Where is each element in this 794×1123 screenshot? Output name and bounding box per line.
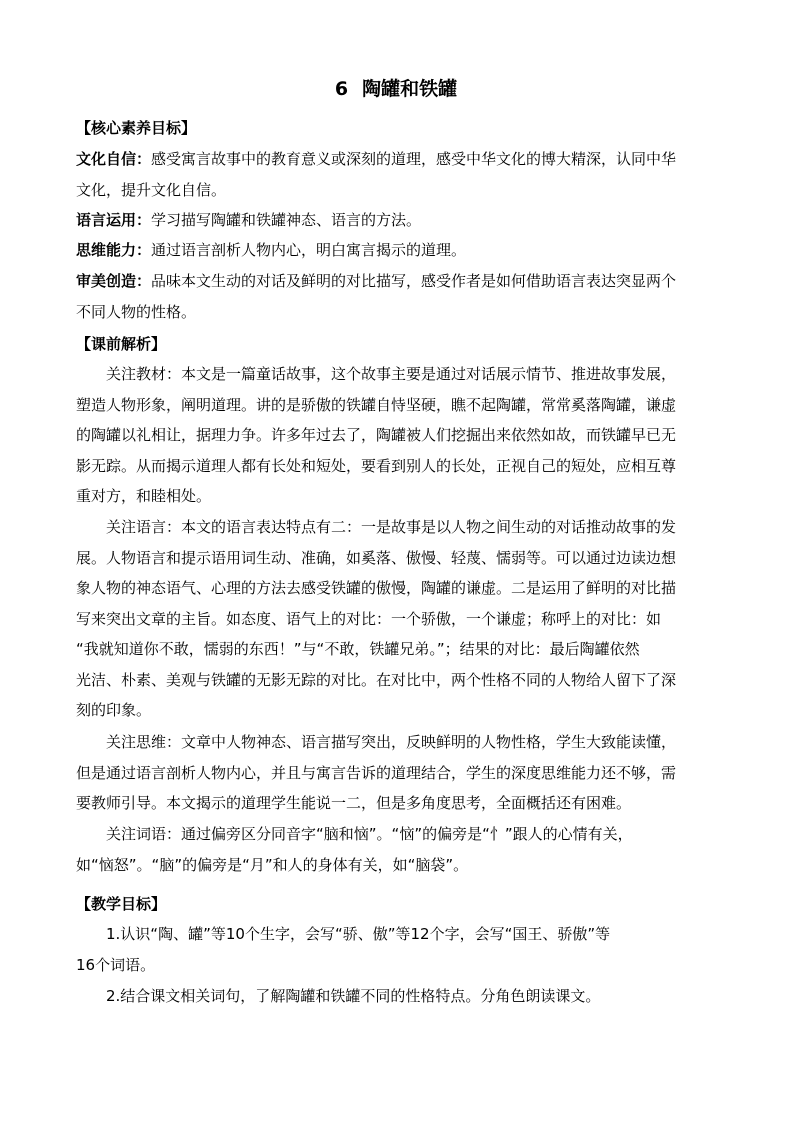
core-goal-thinking bbox=[76, 235, 716, 266]
pre-analysis-paragraph-words bbox=[76, 819, 716, 880]
core-goal-language-line-1: 语言运用：学习描写陶罐和铁罐神态、语言的方法。 bbox=[76, 211, 422, 229]
pre-analysis-paragraph-language bbox=[76, 512, 716, 726]
paragraph-line: 1.认识“陶、罐”等10个生字，会写“骄、傲”等12个字，会写“国王、骄傲”等 bbox=[106, 925, 611, 943]
section-heading-core-goals: 【核心素养目标】 bbox=[76, 119, 197, 137]
core-goal-aesthetic-line-2: 不同人物的性格。 bbox=[76, 302, 197, 321]
paragraph-line: 关注思维：文章中人物神态、语言描写突出，反映鲜明的人物性格，学生大致能读懂， bbox=[106, 733, 677, 751]
core-goal-aesthetic bbox=[76, 266, 716, 327]
pre-analysis-paragraph-thinking bbox=[76, 727, 716, 819]
core-goal-thinking-line-1: 思维能力：通过语言剖析人物内心，明白寓言揭示的道理。 bbox=[76, 241, 467, 259]
paragraph-line: 要教师引导。本文揭示的道理学生能说一二，但是多角度思考，全面概括还有困难。 bbox=[76, 794, 632, 812]
paragraph-line: 关注词语：通过偏旁区分同音字“脑和恼”。“恼”的偏旁是“忄”跟人的心情有关， bbox=[106, 825, 633, 843]
teaching-goal-1 bbox=[76, 919, 716, 980]
paragraph-line: 如“恼怒”。“脑”的偏旁是“月”和人的身体有关，如“脑袋”。 bbox=[76, 855, 469, 874]
section-heading-teaching-goals: 【教学目标】 bbox=[76, 895, 167, 913]
core-goal-label: 语言运用： bbox=[76, 211, 152, 229]
paragraph-line: 的陶罐以礼相让，据理力争。许多年过去了，陶罐被人们挖掘出来依然如故，而铁罐早已无 bbox=[76, 426, 677, 444]
teaching-goal-2 bbox=[76, 981, 716, 1012]
core-goal-aesthetic-line-1: 审美创造：品味本文生动的对话及鲜明的对比描写，感受作者是如何借助语言表达突显两个 bbox=[76, 272, 677, 290]
pre-analysis-paragraph-textbook bbox=[76, 359, 716, 512]
paragraph-line: 关注教材：本文是一篇童话故事，这个故事主要是通过对话展示情节、推进故事发展， bbox=[106, 365, 677, 383]
core-goal-label: 文化自信： bbox=[76, 150, 152, 168]
paragraph-line: “我就知道你不敢，懦弱的东西！”与“不敢，铁罐兄弟。”；结果的对比：最后陶罐依然 bbox=[76, 640, 640, 658]
paragraph-line: 展。人物语言和提示语用词生动、准确，如奚落、傲慢、轻蔑、懦弱等。可以通过边读边想 bbox=[76, 548, 677, 567]
paragraph-line: 重对方，和睦相处。 bbox=[76, 487, 212, 505]
core-goal-culture-line-2: 文化，提升文化自信。 bbox=[76, 180, 227, 199]
document-page bbox=[76, 0, 716, 1123]
lesson-title-text: 陶罐和铁罐 bbox=[362, 78, 458, 100]
paragraph-line: 光洁、朴素、美观与铁罐的无影无踪的对比。在对比中，两个性格不同的人物给人留下了深 bbox=[76, 670, 677, 689]
core-goal-culture-line-1: 文化自信：感受寓言故事中的教育意义或深刻的道理，感受中华文化的博大精深，认同中华 bbox=[76, 150, 677, 168]
paragraph-line: 关注语言：本文的语言表达特点有二：一是故事是以人物之间生动的对话推动故事的发 bbox=[106, 518, 677, 536]
paragraph-line: 写来突出文章的主旨。如态度、语气上的对比：一个骄傲，一个谦虚；称呼上的对比：如 bbox=[76, 609, 662, 628]
paragraph-line: 影无踪。从而揭示道理人都有长处和短处，要看到别人的长处，正视自己的短处，应相互尊 bbox=[76, 456, 677, 475]
core-goal-culture bbox=[76, 144, 716, 205]
paragraph-line: 2.结合课文相关词句，了解陶罐和铁罐不同的性格特点。分角色朗读课文。 bbox=[106, 987, 601, 1005]
paragraph-line: 16个词语。 bbox=[76, 955, 156, 974]
core-goal-language bbox=[76, 205, 716, 236]
paragraph-line: 象人物的神态语气、心理的方法去感受铁罐的傲慢，陶罐的谦虚。二是运用了鲜明的对比描 bbox=[76, 579, 677, 597]
paragraph-line: 塑造人物形象，阐明道理。讲的是骄傲的铁罐自恃坚硬，瞧不起陶罐，常常奚落陶罐，谦虚 bbox=[76, 395, 677, 414]
lesson-number: 6 bbox=[334, 78, 349, 100]
paragraph-line: 但是通过语言剖析人物内心，并且与寓言告诉的道理结合，学生的深度思维能力还不够，需 bbox=[76, 763, 677, 782]
section-heading-pre-analysis: 【课前解析】 bbox=[76, 335, 167, 353]
lesson-title bbox=[76, 76, 716, 102]
core-goal-label: 审美创造： bbox=[76, 272, 152, 290]
paragraph-line: 刻的印象。 bbox=[76, 701, 152, 719]
core-goal-label: 思维能力： bbox=[76, 241, 152, 259]
